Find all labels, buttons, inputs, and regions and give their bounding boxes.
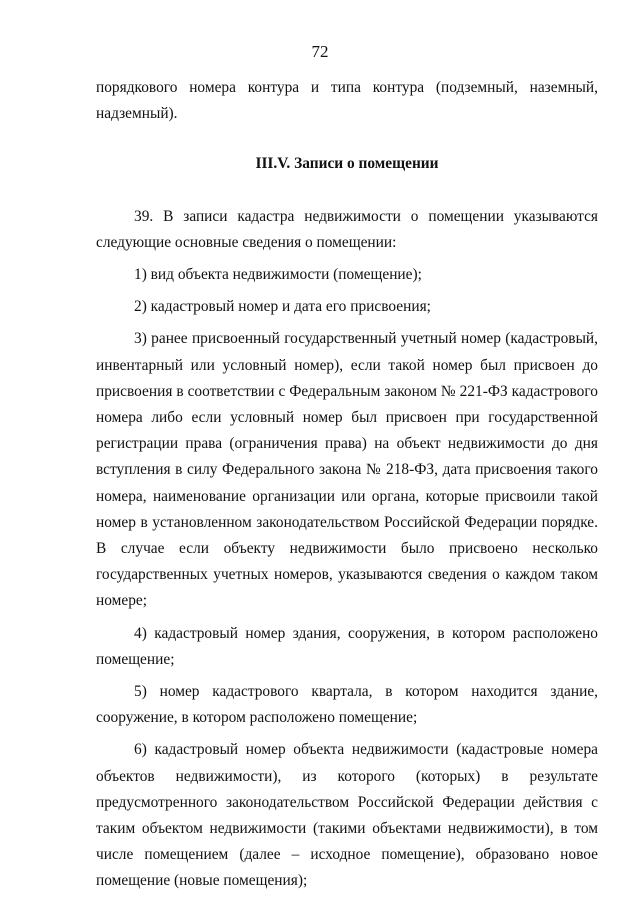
paragraph-39-intro: 39. В записи кадастра недвижимости о помещении указываются следующие основные сведения о помещении: — [96, 207, 598, 251]
list-item-1: 1) вид объекта недвижимости (помещение); — [134, 266, 422, 284]
list-item-5: 5) номер кадастрового квартала, в котором находится здание, сооружение, в котором расположено помещение; — [96, 683, 598, 727]
continuation-paragraph: порядкового номера контура и типа контура (подземный, наземный, надземный). — [96, 79, 598, 123]
page-number: 72 — [311, 42, 329, 61]
list-item-3: 3) ранее присвоенный государственный учетный номер (кадастровый, инвентарный или условный номер), если такой номер был присвоен до присвоения в соответствии с Федеральным законом № 221-ФЗ кадастрового номера либо если условный номер был присвоен при государственной регистрации права (ограничения права) на объект недвижимости до дня вступления в силу Федерального закона № 218-ФЗ, дата присвоения такого номера, наименование организации или органа, которые присвоили такой номер в установленном законодательством Российской Федерации порядке. В случае если объекту недвижимости было присвоено несколько государственных учетных номеров, указываются сведения о каждом таком номере; — [96, 330, 598, 610]
list-item-2: 2) кадастровый номер и дата его присвоения; — [134, 298, 431, 316]
document-body — [96, 75, 598, 901]
list-item-4: 4) кадастровый номер здания, сооружения, в котором расположено помещение; — [96, 624, 598, 668]
section-title: III.V. Записи о помещении — [255, 155, 439, 173]
list-item-6: 6) кадастровый номер объекта недвижимости (кадастровые номера объектов недвижимости), из которого (которых) в результате предусмотренного законодательством Российской Федерации действия с таким объектом недвижимости (такими объектами недвижимости), в том числе помещением (далее – исходное помещение), образовано новое помещение (новые помещения); — [96, 741, 598, 890]
